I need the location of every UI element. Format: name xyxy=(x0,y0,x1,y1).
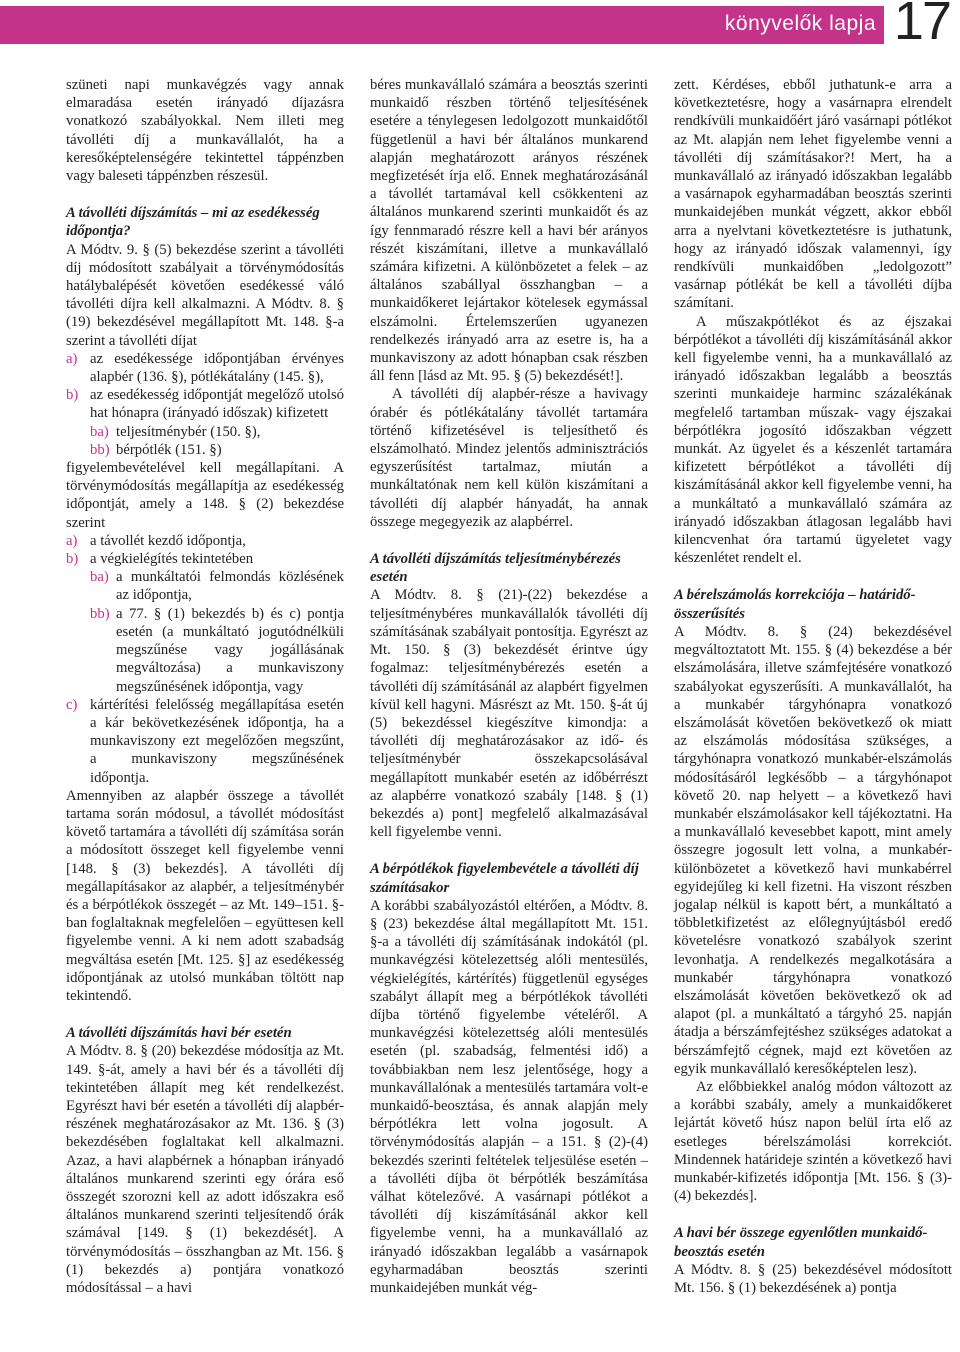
sub-list-item xyxy=(66,441,344,459)
list-item xyxy=(66,350,344,386)
list-marker: bb) xyxy=(90,605,110,622)
list-marker: ba) xyxy=(90,569,109,586)
list-marker: a) xyxy=(66,350,78,367)
list-marker: bb) xyxy=(90,441,110,458)
section-heading: A havi bér összege egyenlőtlen munkaidő-beosztás esetén xyxy=(674,1225,928,1260)
list-item-text: teljesítménybér (150. §), xyxy=(116,423,261,440)
sub-list-item xyxy=(66,605,344,696)
paragraph: Amennyiben az alapbér összege a távollét tartama során módosul, a távollét módosítást követő tartamára a távolléti díj számítása során a módosított összeget kell figyelembe venni [148. § (3) bekezdés]. A távolléti díj megállapításakor az alapbér, a teljesítménybér és a bérpótlékok összegét – az Mt. 149–151. §-ban foglaltaknak megfelelően – együttesen kell figyelembe venni. A ki nem adott szabadság megváltása esetén [Mt. 125. §] az esedékesség időpontjának az utolsó munkában töltött nap tekintendő. xyxy=(66,787,344,1004)
paragraph: A Módtv. 8. § (20) bekezdése módosítja az Mt. 149. §-át, amely a havi bér és a távolléti díj tekintetében állapít meg két rendelkezést. Egyrészt havi bér esetén a távolléti díj alapbér-részének meghatározásakor az Mt. 136. § (3) bekezdésében foglaltakat kell alkalmazni. Azaz, a havi alapbérnek a hónapban irányadó általános munkarend szerinti egy órára eső összegét szorozni kell az adott időszakra eső általános munkarend szerinti teljesítendő órák számával [149. § (1) bekezdését]. A törvénymódosítás – összhangban az Mt. 156. § (1) bekezdés a) pontjára vonatkozó módosítással – a havi xyxy=(66,1043,344,1296)
paragraph: A Módtv. 8. § (21)-(22) bekezdése a teljesítménybéres munkavállalók távolléti díj számításának szabályait pontosítja. Egyrészt az Mt. 150. § (3) bekezdését érintve úgy fogalmaz: teljesítménybérezés esetén a távolléti díj számításánál az alapbért figyelmen kívül kell hagyni. Másrészt az Mt. 150. §-át új (5) bekezdéssel kiegészítve kimondja: a távolléti díj meghatározásakor az idő- és teljesítménybér összekapcsolásával megállapított munkabér esetén az időbérrészt az alapbérre vonatkozó szabály [148. § (1) bekezdés a) pont] megfelelő alkalmazásával kell figyelembe venni. xyxy=(370,587,648,841)
column-1 xyxy=(66,76,344,1297)
paragraph: béres munkavállaló számára a beosztás szerinti munkaidő részben történő teljesítésének esetére a ténylegesen ledolgozott munkaidőtől függetlenül a havi bér általános munkarend alapján meghatározott arányos részének megfizetését írja elő. Ennek meghatározásánál a távollét tartamával kell csökkenteni az általános munkarend szerinti munkaidőt és az így fennmaradó részre kell a havi bér arányos részét kiszámítani, illetve a munkavállaló számára kifizetni. A különbözetet a felek – az általános szabállyal összhangban – a munkaidőkeret lejártakor kötelesek egymással elszámolni. Értelemszerűen ugyanezen rendelkezés irányadó arra az esetre is, ha a munkaviszony az adott hónapban csak részben áll fenn [lásd az Mt. 95. § (5) bekezdését!]. xyxy=(370,77,648,385)
paragraph: A távolléti díj alapbér-része a havivagy órabér és pótlékátalány távollét tartamára történő kifizetésével is teljesíthető és elszámolható. Mindez jelentős adminisztrációs egyszerűsítést tartalmaz, miután a munkáltatónak nem kell külön kiszámítani a távolléti díj alapbér hányadát, ha annak összege megegyezik az alapbérrel. xyxy=(370,386,648,530)
paragraph: A műszakpótlékot és az éjszakai bérpótlékot a távolléti díj kiszámításánál akkor kell figyelembe venni, ha a munkavállaló az irányadó időszakban legalább a beosztás szerinti munkaideje harminc százalékának megfelelő tartamban műszak- vagy éjszakai bérpótlékra jogosító időszakban végzett munkát. Az ügyelet és a készenlét tartamára kifizetett bérpótlékot a távolléti díj kiszámításánál akkor kell figyelembe venni, ha a munkáltató a munkavállaló számára az irányadó időszakban átlagosan legalább havi kilencvenhat óra tartamú ügyeletet vagy készenlétet rendelt el. xyxy=(674,313,952,567)
list-marker: b) xyxy=(66,387,79,404)
list-item-text: kártérítési felelősség megállapítása esetén a kár bekövetkezésének időpontja, ha a munkaviszony ezt megelőzően megszűnt, a munkaviszony megszűnésének időpontja. xyxy=(90,696,344,786)
list-item-text: a végkielégítés tekintetében xyxy=(90,551,254,568)
paragraph: A Módtv. 8. § (25) bekezdésével módosított Mt. 156. § (1) bekezdésének a) pontja xyxy=(674,1261,952,1296)
list-marker: c) xyxy=(66,696,78,713)
list-item-text: bérpótlék (151. §) xyxy=(116,441,222,458)
list-marker: a) xyxy=(66,532,78,549)
list-item-text: az esedékessége időpontjában érvényes alapbér (136. §), pótlékátalány (145. §), xyxy=(90,350,344,386)
section-heading: A bérelszámolás korrekciója – határidő-összerűsítés xyxy=(674,587,916,622)
sub-list-item xyxy=(66,423,344,441)
paragraph: zett. Kérdéses, ebből juthatunk-e arra a következtetésre, hogy a vasárnapra elrendelt rendkívüli munkaidőért járó vasárnapi pótlékot az Mt. alapján nem lehet figyelembe venni a távolléti díj számításakor?! Mert, ha a munkavállaló az irányadó időszakban legalább a vasárnapok egyharmadában beosztás szerinti munkaidejében munkát végzett, akkor ebből arra a nyelvtani következtetésre is juthatunk, hogy az irányadó időszak valamennyi, így rendkívüli munkaidőben „ledolgozott” vasárnap pótlékát be kell a távolléti díjba számítani. xyxy=(674,77,952,312)
section-heading: A távolléti díjszámítás teljesítménybérezés esetén xyxy=(370,551,621,586)
paragraph: Az előbbiekkel analóg módon változott az a korábbi szabály, amely a munkaidőkeret lejártát követő húsz napon belül írta elő az esetleges bérelszámolási korrekciót. Mindennek határideje szintén a következő havi munkabér-kifizetés időpontja [Mt. 156. § (3)-(4) bekezdés]. xyxy=(674,1078,952,1205)
column-2 xyxy=(370,76,648,1297)
paragraph: figyelembevételével kell megállapítani. A törvénymódosítás megállapítja az esedékesség időpontját, amely a 148. § (2) bekezdése szerint xyxy=(66,460,344,531)
list-item xyxy=(66,696,344,787)
paragraph: szüneti napi munkavégzés vagy annak elmaradása esetén irányadó díjazásra vonatkozó szabályokkal. Nem illeti meg távolléti díj a munkavállalót, ha a keresőképtelenségére tekintettel táppénzben vagy baleseti táppénzben részesül. xyxy=(66,77,344,185)
list-marker: b) xyxy=(66,551,79,568)
page-number: 17 xyxy=(893,0,950,51)
paragraph: A Módtv. 9. § (5) bekezdése szerint a távolléti díj módosított szabályait a törvénymódosítás hatálybalépését követően esedékessé váló távolléti díjra kell alkalmazni. A Módtv. 8. § (19) bekezdésével megállapított Mt. 148. §-a szerint a távolléti díjat xyxy=(66,241,344,349)
list-marker: ba) xyxy=(90,423,109,440)
section-heading: A bérpótlékok figyelembevétele a távolléti díj számításakor xyxy=(370,861,639,896)
paragraph: A Módtv. 8. § (24) bekezdésével megváltoztatott Mt. 155. § (4) bekezdése a bér elszámolására, illetve számfejtésére vonatkozó szabályokat egyszerűsíti. A munkavállalót, ha a munkabér tárgyhónapra vonatkozó elszámolását követően bekövetkező ok miatt az elszámolás módosítása szükséges, a tárgyhónapra vonatkozó munkabér-elszámolás módosításáról legkésőbb – a tárgyhónapot követő 20. nap helyett – a következő havi munkabér elszámolásakor kell tájékoztatni. Ha a munkavállaló kevesebbet kapott, mint amely összegre jogosult lett volna, a munkabér-különbözetet a következő havi munkabérrel egyidejűleg ki kell fizetni. Ha viszont részben jogalap nélkül is kapott bért, a munkáltató a többletkifizetést az előlegnyújtásból eredő követelésre vonatkozó szabályok szerint levonhatja. A rendelkezés megalkotására a munkabér tárgyhónapra vonatkozó elszámolását követően bekövetkező ok ad alapot (pl. a munkáltató a tárgyhó 25. napján átadja a bérszámfejtéshez szükséges adatokat a bérszámfejtő cégnek, majd ezt követően az egyik munkavállaló keresőképtelen lesz). xyxy=(674,623,952,1077)
list-item-text: az esedékesség időpontját megelőző utolsó hat hónapra (irányadó időszak) kifizetett xyxy=(90,387,344,422)
section-heading: A távolléti díjszámítás – mi az esedékesség időpontja? xyxy=(66,205,320,240)
list-item xyxy=(66,386,344,422)
paragraph: A korábbi szabályozástól eltérően, a Módtv. 8. § (23) bekezdése által megállapított Mt. 151. §-a a távolléti díj számításának indokától (pl. munkavégzési kötelezettség alóli mentesülés, végkielégítés, kártérítés) függetlenül egységes szabályt állapít meg a bérpótlékok távolléti díjba történő figyelembe vételéről. A munkavégzési kötelezettség alóli mentesülés esetén (pl. szabadság, felmentési idő) a továbbiakban nem lesz jelentősége, hogy a munkavállalónak a mentesülés tartamára volt-e munkaidő-beosztása, és annak alapján mely bérpótlékra lett volna jogosult. A törvénymódosítás alapján – a 151. § (2)-(4) bekezdés szerinti feltételek teljesülése esetén – a távolléti díjba öt bérpótlék beszámítása válhat kötelezővé. A vasárnapi pótlékot a távolléti díj kiszámításánál akkor kell figyelembe venni, ha a munkavállaló az irányadó időszakban legalább a vasárnapok egyharmadában beosztás szerinti munkaidejében munkát vég- xyxy=(370,897,648,1296)
list-item-text: a távollét kezdő időpontja, xyxy=(90,532,246,549)
sub-list-item xyxy=(66,568,344,604)
column-3 xyxy=(674,76,952,1297)
list-item xyxy=(66,532,344,550)
list-item xyxy=(66,550,344,568)
list-item-text: a 77. § (1) bekezdés b) és c) pontja esetén (a munkáltató jogutódnélküli megszűnése vagy jogállásának megváltozása) a munkaviszony megszűnésének időpontja, vagy xyxy=(116,605,344,695)
list-item-text: a munkáltatói felmondás közlésének az időpontja, xyxy=(116,569,344,604)
section-heading: A távolléti díjszámítás havi bér esetén xyxy=(66,1025,292,1042)
journal-title: könyvelők lapja xyxy=(724,12,876,35)
